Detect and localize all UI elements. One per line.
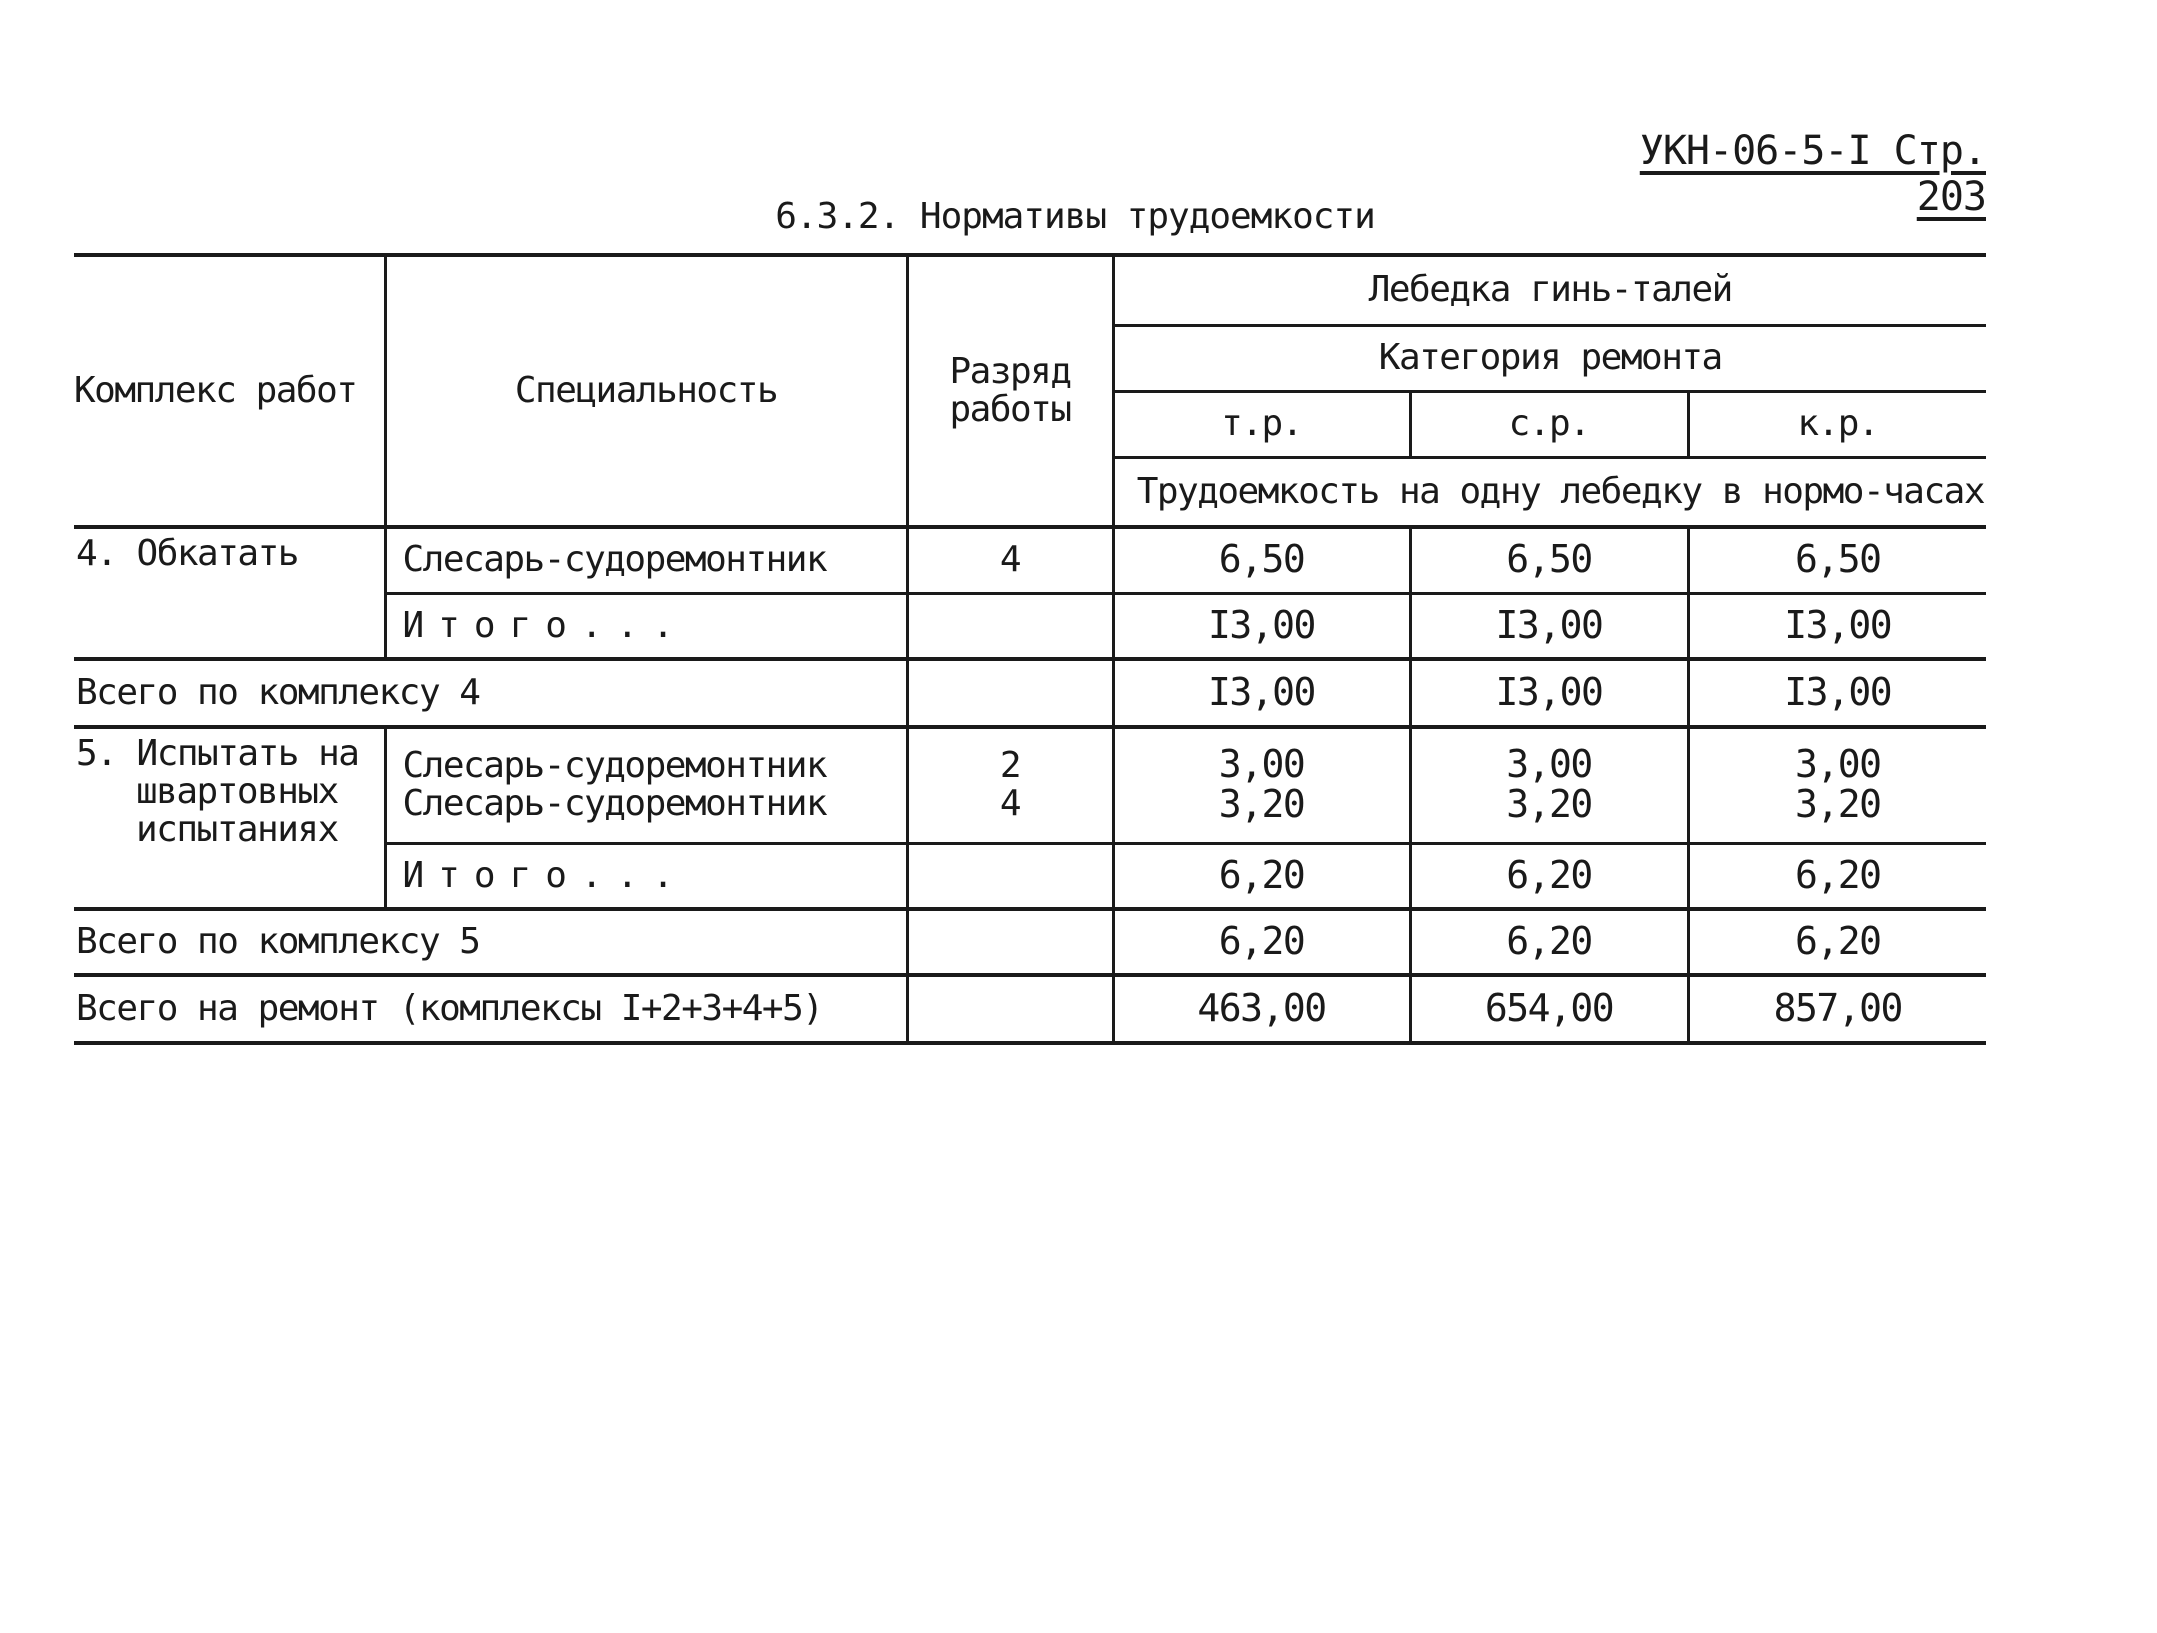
complex-4-itogo-grade <box>907 593 1113 659</box>
complex-4-itogo-kr: I3,00 <box>1784 602 1892 647</box>
complex-4-total-kr: I3,00 <box>1688 659 1986 727</box>
grand-total-grade <box>907 975 1113 1043</box>
complex-4-sr: 6,50 <box>1410 527 1688 593</box>
complex-4-total-grade <box>907 659 1113 727</box>
complex-5-tr <box>1113 727 1410 843</box>
header-specialty: Специальность <box>385 255 907 527</box>
complex-5-grade-1: 2 <box>999 745 1021 787</box>
complex-5-total-tr: 6,20 <box>1113 909 1410 975</box>
complex-4-tr: 6,50 <box>1113 527 1410 593</box>
complex-5-grade-2: 4 <box>999 783 1021 825</box>
complex-5-sr-1: 3,00 <box>1506 742 1592 787</box>
complex-4-itogo-label: Итого... <box>385 593 907 659</box>
complex-5-total-kr: 6,20 <box>1688 909 1986 975</box>
complex-4-total-tr: I3,00 <box>1113 659 1410 727</box>
header-kr: к.р. <box>1688 391 1986 457</box>
complex-4-itogo-tr: I3,00 <box>1113 593 1410 659</box>
labor-norms-table <box>74 253 1986 1045</box>
table-title: 6.3.2. Нормативы трудоемкости <box>775 196 1375 237</box>
complex-5-total-sr: 6,20 <box>1410 909 1688 975</box>
header-repair-category: Категория ремонта <box>1113 325 1986 391</box>
complex-5-itogo-label: Итого... <box>385 843 907 909</box>
table-row <box>74 727 1986 843</box>
table-row <box>74 659 1986 727</box>
complex-5-itogo-kr: 6,20 <box>1794 852 1881 897</box>
complex-5-kr-1: 3,00 <box>1794 742 1881 787</box>
complex-4-name: 4. Обкатать <box>74 527 385 659</box>
complex-5-name-line1: 5. Испытать на <box>76 733 359 774</box>
table-row <box>74 909 1986 975</box>
complex-4-total-label: Всего по комплексу 4 <box>74 659 907 727</box>
table-row <box>74 975 1986 1043</box>
header-grade-line1: Разряд <box>949 351 1071 393</box>
page-header: УКН-06-5-I Стр. 203 <box>1639 128 1986 220</box>
complex-5-itogo-sr: 6,20 <box>1410 843 1688 909</box>
complex-5-name <box>74 727 385 909</box>
header-object: Лебедка гинь-талей <box>1113 255 1986 325</box>
header-tr: т.р. <box>1113 391 1410 457</box>
complex-4-total-sr: I3,00 <box>1410 659 1688 727</box>
complex-5-specialties <box>385 727 907 843</box>
complex-4-grade: 4 <box>907 527 1113 593</box>
grand-total-label: Всего на ремонт (комплексы I+2+3+4+5) <box>74 975 907 1043</box>
header-row-1 <box>74 255 1986 325</box>
complex-5-sr <box>1410 727 1688 843</box>
complex-5-total-grade <box>907 909 1113 975</box>
header-grade <box>907 255 1113 527</box>
complex-5-kr-2: 3,20 <box>1794 782 1881 827</box>
complex-5-specialty-1: Слесарь-судоремонтник <box>402 745 827 787</box>
complex-5-total-label: Всего по комплексу 5 <box>74 909 907 975</box>
table-row <box>74 527 1986 593</box>
header-labor-unit: Трудоемкость на одну лебедку в нормо-часах <box>1113 457 1986 527</box>
complex-4-kr: 6,50 <box>1688 527 1986 593</box>
header-sr: с.р. <box>1410 391 1688 457</box>
complex-5-itogo-grade <box>907 843 1113 909</box>
complex-5-itogo-tr: 6,20 <box>1113 843 1410 909</box>
complex-5-tr-2: 3,20 <box>1218 782 1305 827</box>
header-complex: Комплекс работ <box>74 255 385 527</box>
complex-5-sr-2: 3,20 <box>1506 782 1592 827</box>
complex-5-name-line2: швартовных <box>136 770 338 812</box>
header-grade-line2: работы <box>949 389 1071 430</box>
complex-4-specialty: Слесарь-судоремонтник <box>385 527 907 593</box>
grand-total-sr: 654,00 <box>1410 975 1688 1043</box>
grand-total-kr: 857,00 <box>1688 975 1986 1043</box>
complex-4-itogo-sr: I3,00 <box>1410 593 1688 659</box>
complex-5-specialty-2: Слесарь-судоремонтник <box>402 783 827 825</box>
complex-5-tr-1: 3,00 <box>1218 742 1305 787</box>
complex-5-grades <box>907 727 1113 843</box>
grand-total-tr: 463,00 <box>1113 975 1410 1043</box>
complex-5-kr <box>1688 727 1986 843</box>
complex-5-name-line3: испытаниях <box>136 808 338 850</box>
